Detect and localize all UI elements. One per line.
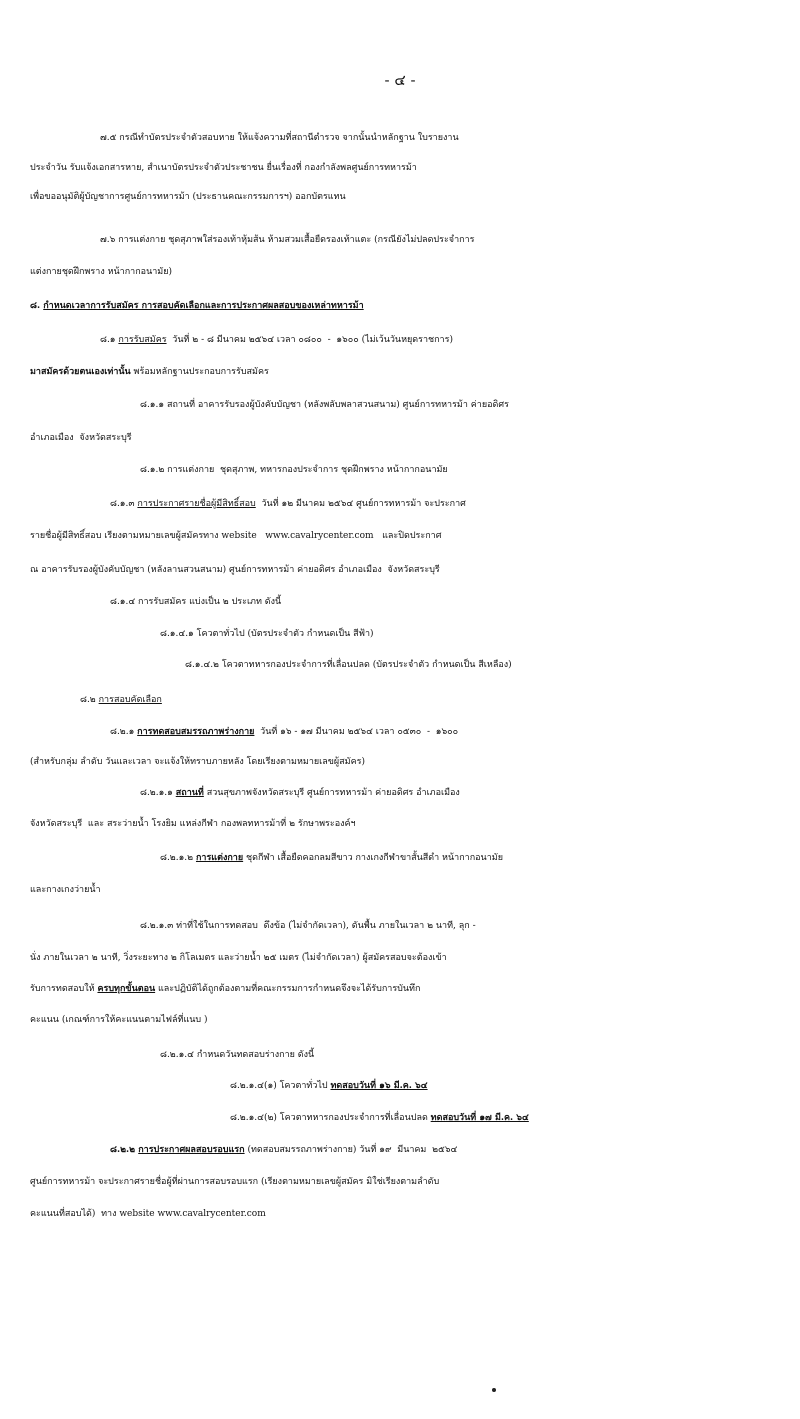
text-line <box>0 128 800 148</box>
text-segment: ๘.๑.๑ สถานที่ อาคารรับรองผู้บังคับบัญชา (หลังพลับพลาสวนสนาม) ศูนย์การทหารม้า ค่ายอดิศร <box>140 400 509 410</box>
text-segment: จังหวัดสระบุรี และ สระว่ายน้ำ โรงยิม แหล่งกีฬา กองพลทหารม้าที่ ๒ รักษาพระองค์ฯ <box>30 819 356 829</box>
text-segment: ๘.๑.๔.๒ โควตาทหารกองประจำการที่เลื่อนปลด (บัตรประจำตัว กำหนดเป็น สีเหลือง) <box>185 660 512 670</box>
text-segment: ๘.๑.๔.๑ โควตาทั่วไป (บัตรประจำตัว กำหนดเป็น สีฟ้า) <box>160 629 374 639</box>
text-segment: กำหนดเวลาการรับสมัคร การสอบคัดเลือกและการประกาศผลสอบของเหล่าทหารม้า <box>43 301 364 311</box>
text-segment: การทดสอบสมรรถภาพร่างกาย <box>137 727 255 737</box>
text-segment: การประกาศรายชื่อผู้มีสิทธิ์สอบ <box>137 499 256 509</box>
text-line <box>0 1172 800 1192</box>
text-segment: ๘.๒.๑.๔(๑) โควตาทั่วไป <box>230 1081 331 1091</box>
text-line <box>0 1010 800 1030</box>
text-segment: ๘.๒.๑ <box>110 727 138 737</box>
text-line <box>0 624 800 644</box>
text-segment: ๘.๑.๒ การแต่งกาย ชุดสุภาพ, ทหารกองประจำการ ชุดฝึกพราง หน้ากากอนามัย <box>140 465 448 475</box>
text-line <box>0 330 800 350</box>
text-segment: ๗.๕ กรณีทำบัตรประจำตัวสอบหาย ให้แจ้งความที่สถานีตำรวจ จากนั้นนำหลักฐาน ใบรายงาน <box>100 133 459 143</box>
text-segment: รายชื่อผู้มีสิทธิ์สอบ เรียงตามหมายเลขผู้สมัครทาง website www.cavalrycenter.com และปิดประกาศ <box>30 531 442 541</box>
text-line <box>0 362 800 382</box>
text-segment: และปฏิบัติได้ถูกต้องตามที่คณะกรรมการกำหนดจึงจะได้รับการบันทึก <box>155 984 421 994</box>
text-line <box>0 296 800 316</box>
text-segment: (สำหรับกลุ่ม ลำดับ วันและเวลา จะแจ้งให้ทราบภายหลัง โดยเรียงตามหมายเลขผู้สมัคร) <box>30 757 365 767</box>
text-segment: การสอบคัดเลือก <box>98 695 162 705</box>
text-segment: การรับสมัคร <box>118 335 167 345</box>
text-segment: วันที่ ๒ - ๘ มีนาคม ๒๕๖๔ เวลา ๐๘๐๐ - ๑๖๐๐ (ไม่เว้นวันหยุดราชการ) <box>166 335 453 345</box>
text-segment: มาสมัครด้วยตนเองเท่านั้น <box>30 367 131 377</box>
text-segment: ครบทุกขั้นตอน <box>97 984 156 994</box>
text-line <box>0 494 800 514</box>
text-segment: วันที่ ๑๖ - ๑๗ มีนาคม ๒๕๖๔ เวลา ๐๕๓๐ - ๑๖๐๐ <box>254 727 459 737</box>
text-segment: นั่ง ภายในเวลา ๒ นาที, วิ่งระยะทาง ๒ กิโลเมตร และว่ายน้ำ ๒๕ เมตร (ไม่จำกัดเวลา) ผู้สมัครสอบจะต้องเข้า <box>30 953 447 963</box>
text-segment: ๗.๖ การแต่งกาย ชุดสุภาพใส่รองเท้าหุ้มส้น ห้ามสวมเสื้อยืดรองเท้าแตะ (กรณียังไม่ปลดประจำการ <box>100 235 475 245</box>
text-segment: ทดสอบวันที่ ๑๖ มี.ค. ๖๔ <box>330 1081 428 1091</box>
text-segment: ๘.๒.๒ <box>110 1145 139 1155</box>
text-segment: (ทดสอบสมรรถภาพร่างกาย) วันที่ ๑๙ มีนาคม ๒๕๖๔ <box>244 1145 458 1155</box>
text-line <box>0 262 800 282</box>
text-segment: ประจำวัน รับแจ้งเอกสารหาย, สำเนาบัตรประจำตัวประชาชน ยื่นเรื่องที่ กองกำลังพลศูนย์การทหารม้า <box>30 163 417 173</box>
text-segment: ทดสอบวันที่ ๑๗ มี.ค. ๖๔ <box>430 1113 529 1123</box>
text-segment: คะแนน (เกณฑ์การให้คะแนนตามไฟล์ที่แนบ ) <box>30 1015 208 1025</box>
text-segment: ๘.๑ <box>100 335 119 345</box>
text-line <box>0 690 800 710</box>
text-segment: สถานที่ <box>175 788 204 798</box>
text-segment: ณ อาคารรับรองผู้บังคับบัญชา (หลังลานสวนสนาม) ศูนย์การทหารม้า ค่ายอดิศร อำเภอเมือง จังหวัดสระบุรี <box>30 565 440 575</box>
text-line <box>0 814 800 834</box>
text-segment: ๘.๒ <box>80 695 99 705</box>
text-segment: ๘. <box>30 301 44 311</box>
text-segment: ๘.๒.๑.๔ กำหนดวันทดสอบร่างกาย ดังนี้ <box>160 1050 315 1060</box>
text-segment: วันที่ ๑๒ มีนาคม ๒๕๖๔ ศูนย์การทหารม้า จะประกาศ <box>255 499 466 509</box>
text-line <box>0 230 800 250</box>
text-segment: ชุดกีฬา เสื้อยืดคอกลมสีขาว กางเกงกีฬาขาสั้นสีดำ หน้ากากอนามัย <box>243 853 503 863</box>
text-line <box>0 187 800 207</box>
text-line <box>0 880 800 900</box>
text-segment: รับการทดสอบให้ <box>30 984 98 994</box>
text-segment: คะแนนที่สอบได้) ทาง website www.cavalrycenter.com <box>30 1209 266 1219</box>
text-segment: ๘.๒.๑.๓ ท่าที่ใช้ในการทดสอบ ดึงข้อ (ไม่จำกัดเวลา), ดันพื้น ภายในเวลา ๒ นาที, ลุก - <box>140 921 476 931</box>
text-line <box>0 655 800 675</box>
text-line <box>0 1045 800 1065</box>
text-line <box>0 428 800 448</box>
text-line <box>0 592 800 612</box>
text-line <box>0 916 800 936</box>
scan-speck <box>492 1388 496 1392</box>
text-segment: ๘.๑.๓ <box>110 499 138 509</box>
page-number: - ๔ - <box>384 71 416 89</box>
text-line <box>0 752 800 772</box>
text-segment: สวนสุขภาพจังหวัดสระบุรี ศูนย์การทหารม้า ค่ายอดิศร อำเภอเมือง <box>203 788 460 798</box>
text-segment: ๘.๒.๑.๔(๒) โควตาทหารกองประจำการที่เลื่อนปลด <box>230 1113 431 1123</box>
text-line <box>0 560 800 580</box>
text-line <box>0 1108 800 1128</box>
text-segment: พร้อมหลักฐานประกอบการรับสมัคร <box>130 367 269 377</box>
text-segment: การแต่งกาย <box>195 853 244 863</box>
text-segment: เพื่อขออนุมัติผู้บัญชาการศูนย์การทหารม้า (ประธานคณะกรรมการฯ) ออกบัตรแทน <box>30 192 346 202</box>
text-line <box>0 1204 800 1224</box>
text-line <box>0 158 800 178</box>
text-line <box>0 1076 800 1096</box>
text-line <box>0 848 800 868</box>
text-line <box>0 948 800 968</box>
text-line <box>0 460 800 480</box>
text-line <box>0 783 800 803</box>
text-line <box>0 1140 800 1160</box>
text-segment: ๘.๒.๑.๑ <box>140 788 176 798</box>
text-segment: การประกาศผลสอบรอบแรก <box>138 1145 245 1155</box>
text-segment: ๘.๑.๔ การรับสมัคร แบ่งเป็น ๒ ประเภท ดังนี้ <box>110 597 282 607</box>
text-segment: ศูนย์การทหารม้า จะประกาศรายชื่อผู้ที่ผ่านการสอบรอบแรก (เรียงตามหมายเลขผู้สมัคร มิใช่เรียงตามลำดับ <box>30 1177 440 1187</box>
text-segment: แต่งกายชุดฝึกพราง หน้ากากอนามัย) <box>30 267 172 277</box>
text-segment: และกางเกงว่ายน้ำ <box>30 885 101 895</box>
text-line <box>0 526 800 546</box>
text-line <box>0 979 800 999</box>
text-line <box>0 722 800 742</box>
text-line <box>0 395 800 415</box>
text-segment: อำเภอเมือง จังหวัดสระบุรี <box>30 433 132 443</box>
text-segment: ๘.๒.๑.๒ <box>160 853 196 863</box>
